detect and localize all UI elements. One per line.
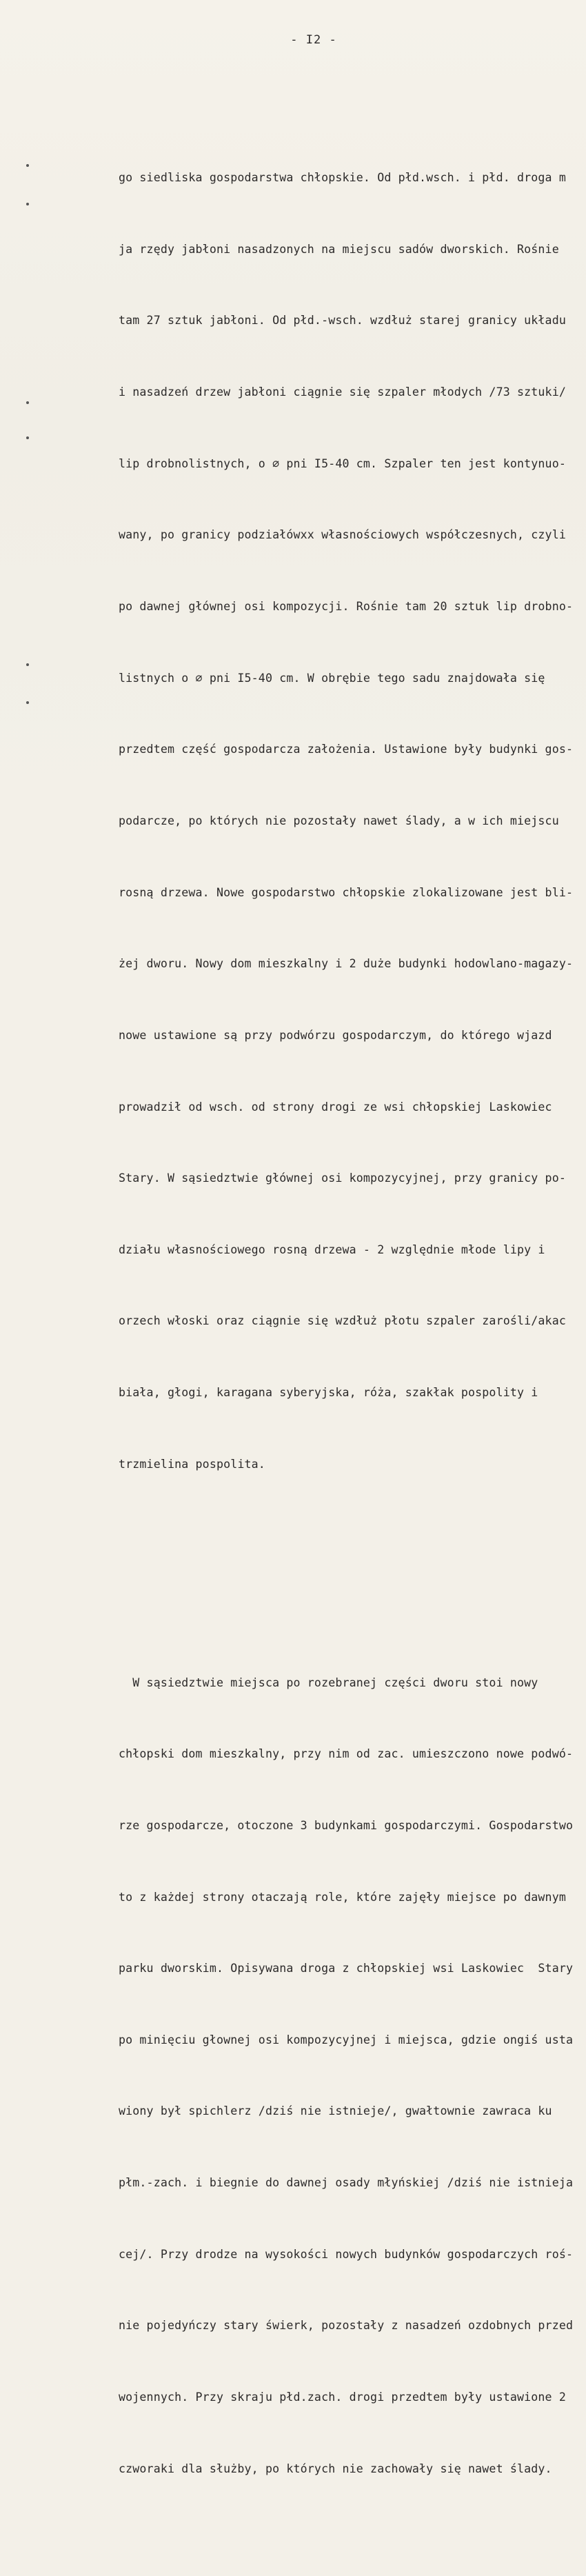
margin-dot bbox=[26, 164, 29, 167]
text-line: to z każdej strony otaczają role, które zajęły miejsce po dawnym bbox=[119, 1890, 566, 1904]
margin-dot bbox=[26, 701, 29, 704]
text-line: biała, głogi, karagana syberyjska, róża, szakłak pospolity i bbox=[119, 1386, 538, 1400]
margin-dot bbox=[26, 663, 29, 666]
text-line: i nasadzeń drzew jabłoni ciągnie się szpaler młodych /73 sztuki/ bbox=[119, 385, 566, 399]
text-line: rosną drzewa. Nowe gospodarstwo chłopskie zlokalizowane jest bli- bbox=[119, 885, 574, 899]
text-line: W sąsiedztwie miejsca po rozebranej części dworu stoi nowy bbox=[119, 1676, 538, 1689]
page-number: - I2 - bbox=[290, 33, 337, 47]
text-line: cej/. Przy drodze na wysokości nowych budynków gospodarczych roś- bbox=[119, 2247, 574, 2261]
text-line: przedtem część gospodarcza założenia. Ustawione były budynki gos- bbox=[119, 743, 574, 756]
text-line: trzmielina pospolita. bbox=[119, 1457, 265, 1471]
text-line: listnych o ∅ pni I5-40 cm. W obrębie tego sadu znajdowała się bbox=[119, 671, 545, 685]
text-line: orzech włoski oraz ciągnie się wzdłuż płotu szpaler zarośli/akac bbox=[119, 1314, 566, 1328]
text-line: wojennych. Przy skraju płd.zach. drogi przedtem były ustawione 2 bbox=[119, 2391, 566, 2404]
text-line: rze gospodarcze, otoczone 3 budynkami gospodarczymi. Gospodarstwo bbox=[119, 1818, 574, 1832]
text-line: płm.-zach. i biegnie do dawnej osady młyńskiej /dziś nie istnieja bbox=[119, 2176, 574, 2190]
margin-dot bbox=[26, 401, 29, 404]
margin-dot bbox=[26, 436, 29, 439]
text-line: ja rzędy jabłoni nasadzonych na miejscu sadów dworskich. Rośnie bbox=[119, 242, 559, 256]
text-line: chłopski dom mieszkalny, przy nim od zac. umieszczono nowe podwó- bbox=[119, 1747, 574, 1761]
text-line: wany, po granicy podziałówxx własnościowych współczesnych, czyli bbox=[119, 528, 566, 542]
margin-dot bbox=[26, 203, 29, 205]
paragraph-1 bbox=[119, 119, 574, 1524]
text-line: parku dworskim. Opisywana droga z chłopskiej wsi Laskowiec Stary bbox=[119, 1962, 574, 1975]
text-line: czworaki dla służby, po których nie zachowały się nawet ślady. bbox=[119, 2462, 552, 2475]
body-text bbox=[119, 71, 574, 2576]
text-line: podarcze, po których nie pozostały nawet ślady, a w ich miejscu bbox=[119, 814, 559, 827]
text-line: prowadził od wsch. od strony drogi ze wsi chłopskiej Laskowiec bbox=[119, 1100, 552, 1114]
text-line: tam 27 sztuk jabłoni. Od płd.-wsch. wzdłuż starej granicy układu bbox=[119, 314, 566, 328]
text-line: po dawnej głównej osi kompozycji. Rośnie tam 20 sztuk lip drobno- bbox=[119, 600, 574, 614]
text-line: po minięciu głownej osi kompozycyjnej i miejsca, gdzie ongiś usta bbox=[119, 2033, 574, 2046]
paragraph-gap bbox=[119, 1571, 574, 1576]
text-line: Stary. W sąsiedztwie głównej osi kompozycyjnej, przy granicy po- bbox=[119, 1171, 566, 1185]
text-line: go siedliska gospodarstwa chłopskie. Od płd.wsch. i płd. droga m bbox=[119, 171, 566, 185]
text-line: wiony był spichlerz /dziś nie istnieje/, gwałtownie zawraca ku bbox=[119, 2104, 552, 2118]
paragraph-2 bbox=[119, 1624, 574, 2529]
text-line: nowe ustawione są przy podwórzu gospodarczym, do którego wjazd bbox=[119, 1028, 552, 1042]
text-line: żej dworu. Nowy dom mieszkalny i 2 duże budynki hodowlano-magazy- bbox=[119, 957, 574, 971]
text-line: działu własnościowego rosną drzewa - 2 względnie młode lipy i bbox=[119, 1242, 545, 1256]
text-line: nie pojedyńczy stary świerk, pozostały z nasadzeń ozdobnych przed bbox=[119, 2319, 574, 2333]
text-line: lip drobnolistnych, o ∅ pni I5-40 cm. Szpaler ten jest kontynuo- bbox=[119, 456, 566, 470]
